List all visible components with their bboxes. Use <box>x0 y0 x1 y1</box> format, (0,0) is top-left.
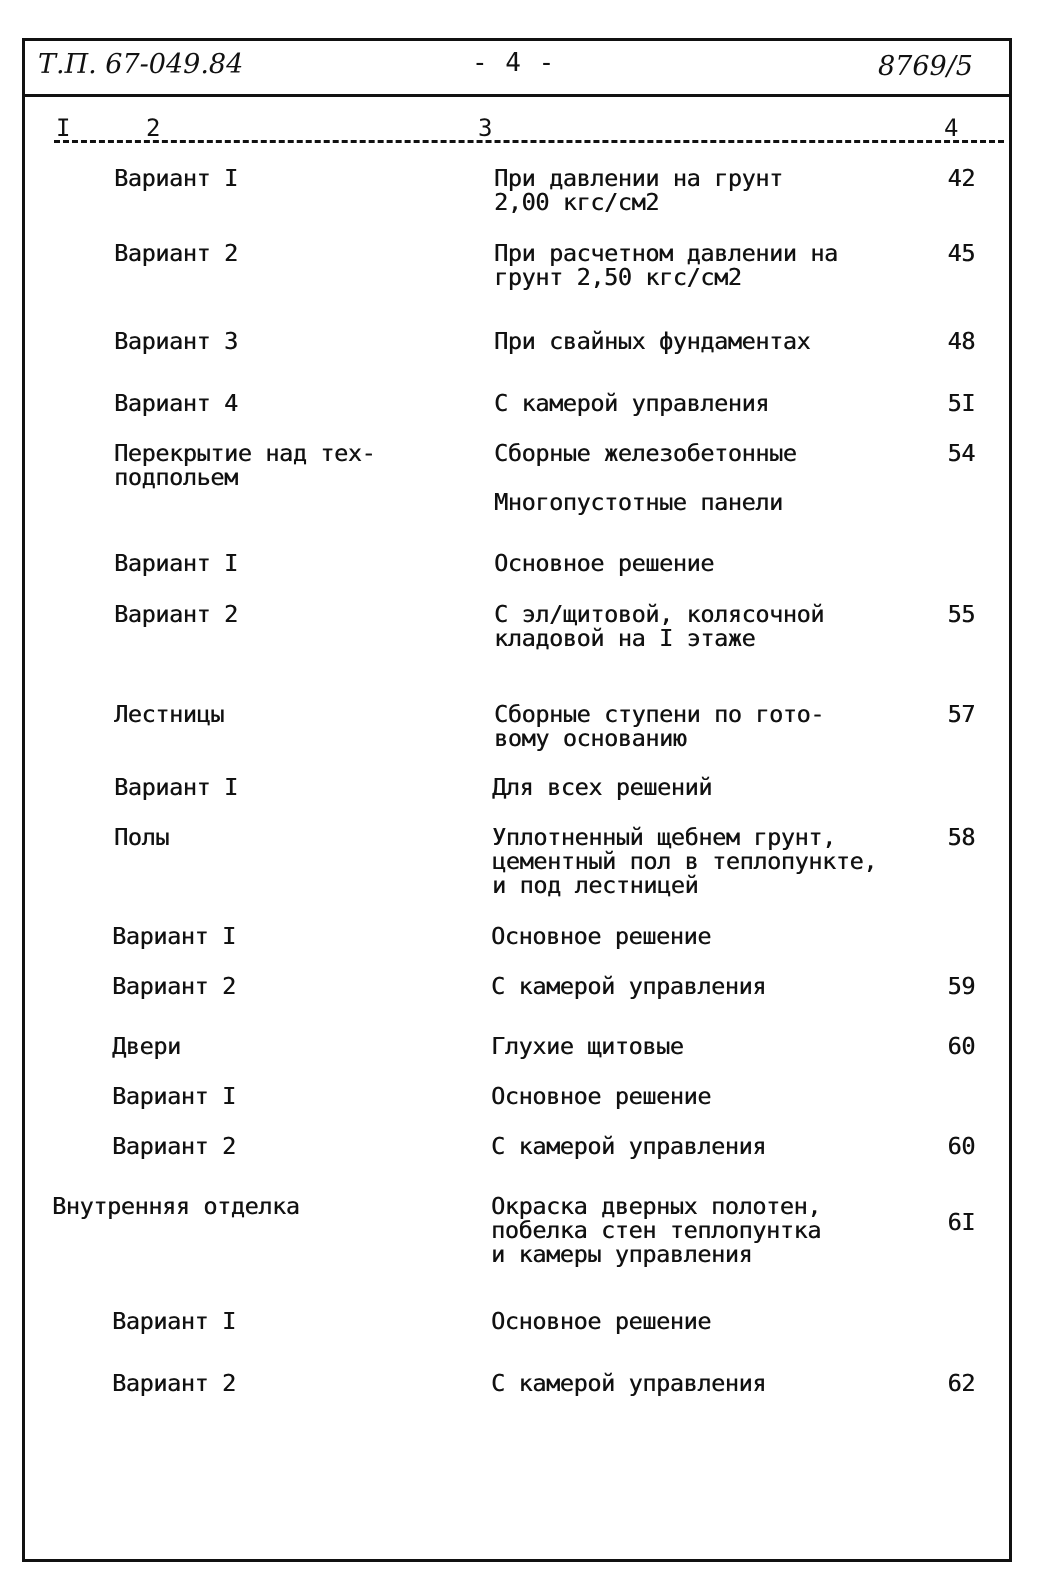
row-description: С камерой управления <box>491 972 766 1000</box>
row-page: 60 <box>947 1032 975 1060</box>
row-page: 45 <box>947 239 975 267</box>
row-page: 48 <box>947 327 975 355</box>
row-item: Лестницы <box>114 700 224 728</box>
row-item: Вариант I <box>112 922 236 950</box>
row-description: Для всех решений <box>492 773 712 801</box>
row-item: Вариант 2 <box>112 1132 236 1160</box>
row-description: С камерой управления <box>491 1369 766 1397</box>
doc-code: Т.П. 67-049.84 <box>38 49 244 80</box>
row-page: 55 <box>947 600 975 628</box>
row-item: Вариант 4 <box>114 389 238 417</box>
row-item: Перекрытие над тех- подпольем <box>114 439 376 491</box>
row-description: С камерой управления <box>494 389 769 417</box>
row-page: 59 <box>947 972 975 1000</box>
row-description: Основное решение <box>491 1307 711 1335</box>
header-rule <box>22 94 1012 97</box>
row-description: Окраска дверных полотен, побелка стен теплопунтка и камеры управления <box>491 1192 821 1268</box>
row-page: 62 <box>947 1369 975 1397</box>
row-item: Вариант I <box>114 549 238 577</box>
column-header-2: 2 <box>146 114 161 142</box>
row-page: 42 <box>947 164 975 192</box>
row-description: Основное решение <box>491 922 711 950</box>
row-page: 57 <box>947 700 975 728</box>
row-item: Вариант 2 <box>114 600 238 628</box>
column-header-4: 4 <box>944 114 959 142</box>
sheet-code: 8769/5 <box>878 51 973 82</box>
row-description: При свайных фундаментах <box>494 327 811 355</box>
row-description: С эл/щитовой, колясочной кладовой на I этаже <box>494 600 824 652</box>
row-page: 6I <box>947 1208 975 1236</box>
row-item: Вариант 2 <box>114 239 238 267</box>
row-page: 58 <box>947 823 975 851</box>
row-item: Полы <box>114 823 169 851</box>
row-description: При расчетном давлении на грунт 2,50 кгс/см2 <box>494 239 838 291</box>
row-description: Уплотненный щебнем грунт, цементный пол в теплопункте, и под лестницей <box>492 823 877 899</box>
row-description: Сборные железобетонные <box>494 439 797 467</box>
row-item: Вариант 2 <box>112 972 236 1000</box>
row-item: Внутренняя отделка <box>52 1192 300 1220</box>
column-header-3: 3 <box>478 114 493 142</box>
row-page: 5I <box>947 389 975 417</box>
row-item: Вариант I <box>114 773 238 801</box>
row-description: Основное решение <box>494 549 714 577</box>
row-description: Глухие щитовые <box>491 1032 684 1060</box>
row-description: Сборные ступени по гото- вому основанию <box>494 700 824 752</box>
page-number: - 4 - <box>472 48 556 78</box>
row-description: С камерой управления <box>491 1132 766 1160</box>
row-item: Вариант I <box>114 164 238 192</box>
row-description: При давлении на грунт 2,00 кгс/см2 <box>494 164 783 216</box>
row-item: Двери <box>112 1032 181 1060</box>
row-description: Многопустотные панели <box>494 488 783 516</box>
row-description: Основное решение <box>491 1082 711 1110</box>
row-item: Вариант I <box>112 1082 236 1110</box>
column-header-1: I <box>56 114 71 142</box>
row-page: 60 <box>947 1132 975 1160</box>
row-item: Вариант 3 <box>114 327 238 355</box>
row-item: Вариант I <box>112 1307 236 1335</box>
row-page: 54 <box>947 439 975 467</box>
column-header-rule <box>54 140 1004 143</box>
row-item: Вариант 2 <box>112 1369 236 1397</box>
